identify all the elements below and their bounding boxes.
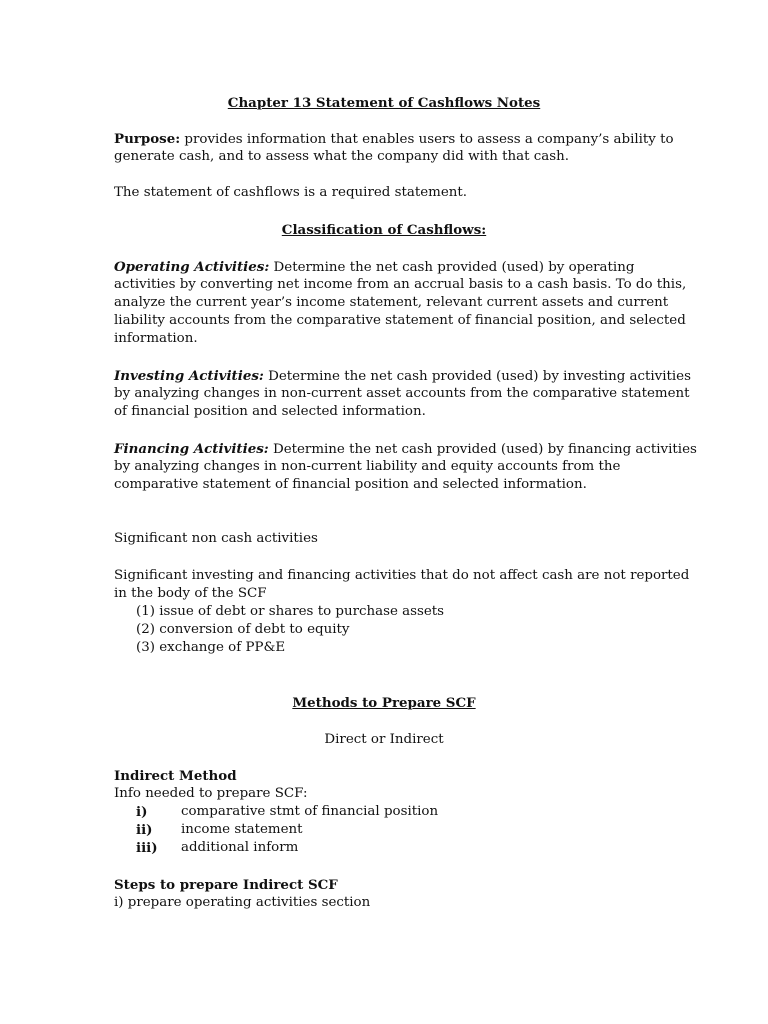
operating-text-1: Determine the net cash provided (used) by operating	[269, 260, 635, 275]
indirect-item-number: ii)	[136, 822, 153, 838]
financing-line-2: by analyzing changes in non-current liability and equity accounts from the	[114, 459, 621, 474]
indirect-item-text: additional inform	[181, 840, 299, 855]
noncash-line-1: Significant investing and financing activities that do not affect cash are not reported	[114, 568, 690, 583]
required-statement: The statement of cashflows is a required statement.	[114, 185, 468, 200]
methods-subheading: Direct or Indirect	[324, 732, 444, 747]
operating-line-3: analyze the current year’s income statement, relevant current assets and current	[114, 295, 669, 310]
indirect-item-number: i)	[136, 804, 148, 820]
indirect-item	[136, 839, 536, 858]
financing-line-1	[114, 440, 697, 459]
investing-line-1	[114, 367, 691, 386]
indirect-item-text: income statement	[181, 822, 303, 837]
steps-heading: Steps to prepare Indirect SCF	[114, 877, 338, 893]
indirect-item-number: iii)	[136, 840, 158, 856]
investing-line-2: by analyzing changes in non-current asset accounts from the comparative statement	[114, 386, 690, 401]
noncash-item: (2) conversion of debt to equity	[136, 622, 350, 637]
purpose-text-1: provides information that enables users to assess a company’s ability to	[180, 132, 674, 147]
purpose-line-2: generate cash, and to assess what the company did with that cash.	[114, 149, 569, 164]
page-title: Chapter 13 Statement of Cashflows Notes	[227, 95, 541, 111]
investing-label: Investing Activities:	[114, 368, 264, 384]
operating-label: Operating Activities:	[114, 259, 270, 275]
financing-label: Financing Activities:	[114, 441, 269, 457]
operating-line-1	[114, 258, 634, 277]
purpose-label: Purpose:	[114, 131, 181, 147]
indirect-item	[136, 821, 536, 840]
classification-heading: Classification of Cashflows:	[281, 222, 487, 238]
indirect-item	[136, 803, 536, 822]
operating-line-2: activities by converting net income from an accrual basis to a cash basis. To do this,	[114, 277, 687, 292]
noncash-item: (1) issue of debt or shares to purchase assets	[136, 604, 445, 619]
purpose-line-1	[114, 130, 674, 149]
investing-line-3: of financial position and selected information.	[114, 404, 426, 419]
noncash-line-2: in the body of the SCF	[114, 586, 267, 601]
operating-line-4: liability accounts from the comparative statement of financial position, and selected	[114, 313, 686, 328]
steps-line-1: i) prepare operating activities section	[114, 895, 371, 910]
investing-text-1: Determine the net cash provided (used) by investing activities	[263, 369, 691, 384]
financing-line-3: comparative statement of financial position and selected information.	[114, 477, 587, 492]
noncash-item: (3) exchange of PP&E	[136, 640, 286, 655]
methods-heading: Methods to Prepare SCF	[292, 695, 476, 711]
indirect-heading: Indirect Method	[114, 768, 237, 784]
noncash-heading: Significant non cash activities	[114, 531, 318, 546]
indirect-intro: Info needed to prepare SCF:	[114, 786, 308, 801]
financing-text-1: Determine the net cash provided (used) by financing activities	[268, 442, 697, 457]
operating-line-5: information.	[114, 331, 198, 346]
indirect-item-text: comparative stmt of financial position	[181, 804, 439, 819]
